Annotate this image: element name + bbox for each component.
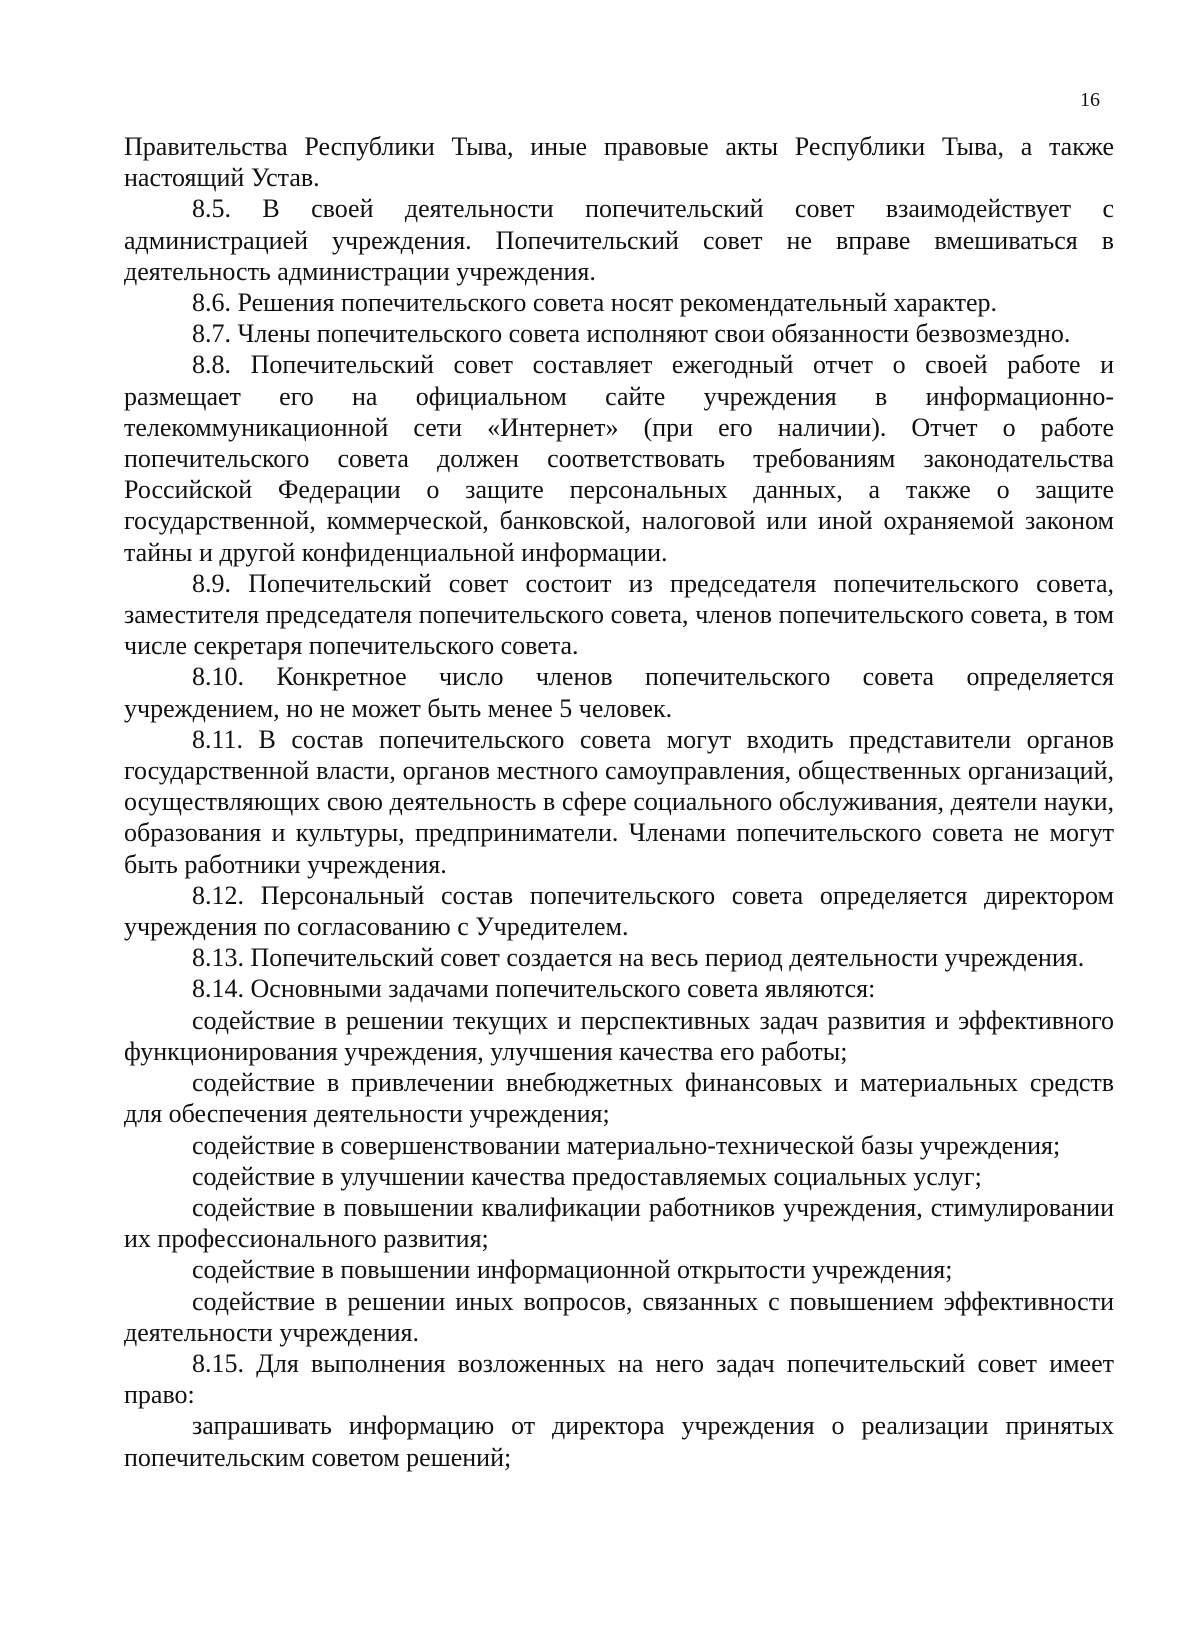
- list-item-task-2: содействие в привлечении внебюджетных финансовых и материальных средств для обеспечения деятельности учреждения;: [124, 1068, 1114, 1129]
- paragraph-8-9: 8.9. Попечительский совет состоит из председателя попечительского совета, заместителя председателя попечительского совета, членов попечительского совета, в том числе секретаря попечительского совета.: [124, 568, 1114, 661]
- paragraph-8-15: 8.15. Для выполнения возложенных на него задач попечительский совет имеет право:: [124, 1348, 1114, 1410]
- paragraph-8-8: 8.8. Попечительский совет составляет ежегодный отчет о своей работе и размещает его на официальном сайте учреждения в информационно-телекоммуникационной сети «Интернет» (при его наличии). Отчет о работе попечительского совета должен соответствовать требованиям законодательства Российской Федерации о защите персональных данных, а также о защите государственной, коммерческой, банковской, налоговой или иной охраняемой законом тайны и другой конфиденциальной информации.: [124, 350, 1114, 567]
- list-item-task-4: содействие в улучшении качества предоставляемых социальных услуг;: [192, 1161, 982, 1191]
- list-item-right-1: запрашивать информацию от директора учреждения о реализации принятых попечительским советом решений;: [124, 1411, 1114, 1472]
- document-body: [124, 131, 1114, 1473]
- list-item-task-7: содействие в решении иных вопросов, связанных с повышением эффективности деятельности учреждения.: [124, 1286, 1114, 1347]
- paragraph-8-11: 8.11. В состав попечительского совета могут входить представители органов государственной власти, органов местного самоуправления, общественных организаций, осуществляющих свою деятельность в сфере социального обслуживания, деятели науки, образования и культуры, предприниматели. Членами попечительского совета не могут быть работники учреждения.: [124, 724, 1114, 879]
- list-item-task-6: содействие в повышении информационной открытости учреждения;: [192, 1255, 953, 1285]
- paragraph-8-14: 8.14. Основными задачами попечительского совета являются:: [192, 974, 876, 1004]
- paragraph-8-6: 8.6. Решения попечительского совета носят рекомендательный характер.: [192, 288, 997, 318]
- paragraph-8-13: 8.13. Попечительский совет создается на весь период деятельности учреждения.: [192, 943, 1085, 973]
- paragraph-8-12: 8.12. Персональный состав попечительского совета определяется директором учреждения по согласованию с Учредителем.: [124, 880, 1114, 942]
- paragraph-8-10: 8.10. Конкретное число членов попечительского совета определяется учреждением, но не может быть менее 5 человек.: [124, 662, 1114, 723]
- paragraph-continuation: Правительства Республики Тыва, иные правовые акты Республики Тыва, а также настоящий Устав.: [124, 132, 1114, 193]
- list-item-task-3: содействие в совершенствовании материально-технической базы учреждения;: [192, 1130, 1061, 1160]
- list-item-task-5: содействие в повышении квалификации работников учреждения, стимулировании их профессионального развития;: [124, 1192, 1114, 1254]
- paragraph-8-7: 8.7. Члены попечительского совета исполняют свои обязанности безвозмездно.: [192, 319, 1071, 349]
- list-item-task-1: содействие в решении текущих и перспективных задач развития и эффективного функционирования учреждения, улучшения качества его работы;: [124, 1005, 1114, 1066]
- page-number: 16: [1080, 89, 1100, 111]
- paragraph-8-5: 8.5. В своей деятельности попечительский совет взаимодействует с администрацией учреждения. Попечительский совет не вправе вмешиваться в деятельность администрации учреждения.: [124, 194, 1114, 286]
